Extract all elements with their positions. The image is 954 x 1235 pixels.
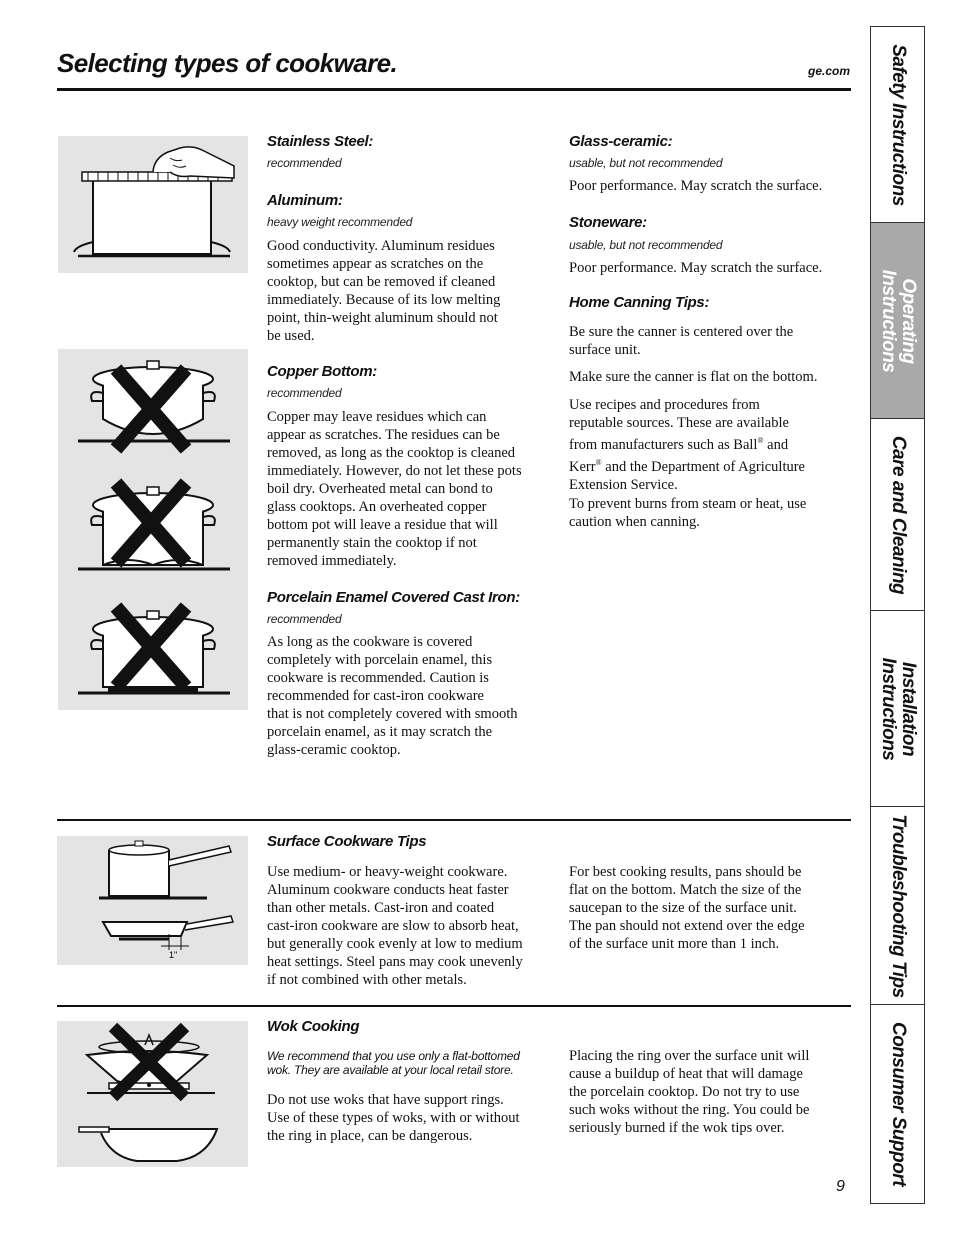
surface-tips-right-text: For best cooking results, pans should be flat on the bottom. Match the size of the saucepan to the size of the surface unit. The pan should not extend over the edge of the surface unit more than 1 inch. xyxy=(569,864,805,952)
stoneware-text: Poor performance. May scratch the surface. xyxy=(569,260,823,276)
copper-text: Copper may leave residues which can appear as scratches. The residues can be removed, as long as the cooktop is cleaned immediately. However, do not let these pots boil dry. Overheated metal can bond to glass cooktops. An overheated copper bottom pot will leave a residue that will permanently stain the cooktop if not removed immediately. xyxy=(267,409,522,569)
tab-label: Operating Instructions xyxy=(877,269,919,372)
uneven-pan-figure xyxy=(58,349,248,710)
tab-safety-instructions[interactable] xyxy=(871,27,924,223)
wok-figure xyxy=(57,1021,248,1167)
stainless-heading: Stainless Steel: xyxy=(267,133,374,150)
copper-rating: recommended xyxy=(267,386,342,400)
ridged-bottom-pan xyxy=(78,607,230,693)
glass-ceramic-rating: usable, but not recommended xyxy=(569,156,723,170)
flat-pan-figure xyxy=(58,136,248,273)
wok-left-text: Do not use woks that have support rings. Use of these types of woks, with or without the ring in place, can be dangerous. xyxy=(267,1092,520,1144)
tab-label: Care and Cleaning xyxy=(887,435,909,594)
wok-right-text: Placing the ring over the surface unit will cause a buildup of heat that will damage the porcelain cooktop. Do not try to use such woks without the ring. You could be seriously burned if the wok tips over. xyxy=(569,1048,810,1136)
surface-tips-left-text: Use medium- or heavy-weight cookware. Aluminum cookware conducts heat faster than other metals. Cast-iron and coated cast-iron cookware are slow to absorb heat, but generally cook evenly at low to medium heat settings. Steel pans may cook unevenly if not combined with other metals. xyxy=(267,864,523,988)
wok-recommendation-note: We recommend that you use only a flat-bottomed wok. They are available at your local retail store. xyxy=(267,1049,520,1077)
canning-tip-recipes: Use recipes and procedures from reputable sources. These are available from manufacturers such as Ball® and Kerr® and the Department of Agriculture Extension Service. xyxy=(569,397,805,493)
tab-operating-instructions[interactable] xyxy=(871,223,924,419)
canning-tip-burns: To prevent burns from steam or heat, use caution when canning. xyxy=(569,496,807,530)
wok-heading: Wok Cooking xyxy=(267,1018,360,1035)
stoneware-rating: usable, but not recommended xyxy=(569,238,723,252)
canning-tip-flat: Make sure the canner is flat on the bottom. xyxy=(569,369,818,385)
canning-tip-center: Be sure the canner is centered over the surface unit. xyxy=(569,324,794,358)
site-url: ge.com xyxy=(807,64,850,78)
uneven-bottom-pans-illustration xyxy=(58,349,248,710)
tab-label: Installation Instructions xyxy=(877,657,919,760)
aluminum-rating: heavy weight recommended xyxy=(267,215,413,229)
pan-size-figure xyxy=(57,836,248,965)
warped-bottom-pan xyxy=(78,483,230,569)
porcelain-rating: recommended xyxy=(267,612,342,626)
porcelain-text: As long as the cookware is covered completely with porcelain enamel, this cookware is recommended. Caution is recommended for cast-iron cookware that is not completely covered with smooth porcelain enamel, as it may scratch the glass-ceramic cooktop. xyxy=(267,634,518,758)
wok-illustration xyxy=(57,1021,248,1167)
tab-troubleshooting-tips[interactable] xyxy=(871,807,924,1005)
rounded-bottom-pan xyxy=(78,361,230,449)
tab-installation-instructions[interactable] xyxy=(871,611,924,807)
canning-heading: Home Canning Tips: xyxy=(569,294,710,311)
aluminum-heading: Aluminum: xyxy=(267,192,343,209)
one-inch-dimension: 1" xyxy=(169,950,178,960)
stainless-rating: recommended xyxy=(267,156,342,170)
tab-consumer-support[interactable] xyxy=(871,1005,924,1203)
pan-size-illustration xyxy=(57,836,248,965)
stoneware-heading: Stoneware: xyxy=(569,214,647,231)
section-divider xyxy=(57,819,851,821)
glass-ceramic-heading: Glass-ceramic: xyxy=(569,133,673,150)
hand-checking-flat-pan-illustration xyxy=(58,136,248,273)
tab-care-and-cleaning[interactable] xyxy=(871,419,924,611)
glass-ceramic-text: Poor performance. May scratch the surface. xyxy=(569,178,823,194)
surface-tips-heading: Surface Cookware Tips xyxy=(267,833,427,850)
tab-label: Troubleshooting Tips xyxy=(887,813,909,998)
section-divider xyxy=(57,1005,851,1007)
header-rule xyxy=(57,88,851,91)
tab-label: Safety Instructions xyxy=(887,43,909,206)
page-number: 9 xyxy=(836,1178,845,1195)
section-tabs xyxy=(870,26,925,1204)
porcelain-heading: Porcelain Enamel Covered Cast Iron: xyxy=(267,589,520,606)
tab-label: Consumer Support xyxy=(887,1021,909,1187)
copper-heading: Copper Bottom: xyxy=(267,363,377,380)
aluminum-text: Good conductivity. Aluminum residues sometimes appear as scratches on the cooktop, but can be removed if cleaned immediately. Because of its low melting point, thin-weight aluminum should not be used. xyxy=(267,238,501,344)
page-title: Selecting types of cookware. xyxy=(57,48,398,78)
